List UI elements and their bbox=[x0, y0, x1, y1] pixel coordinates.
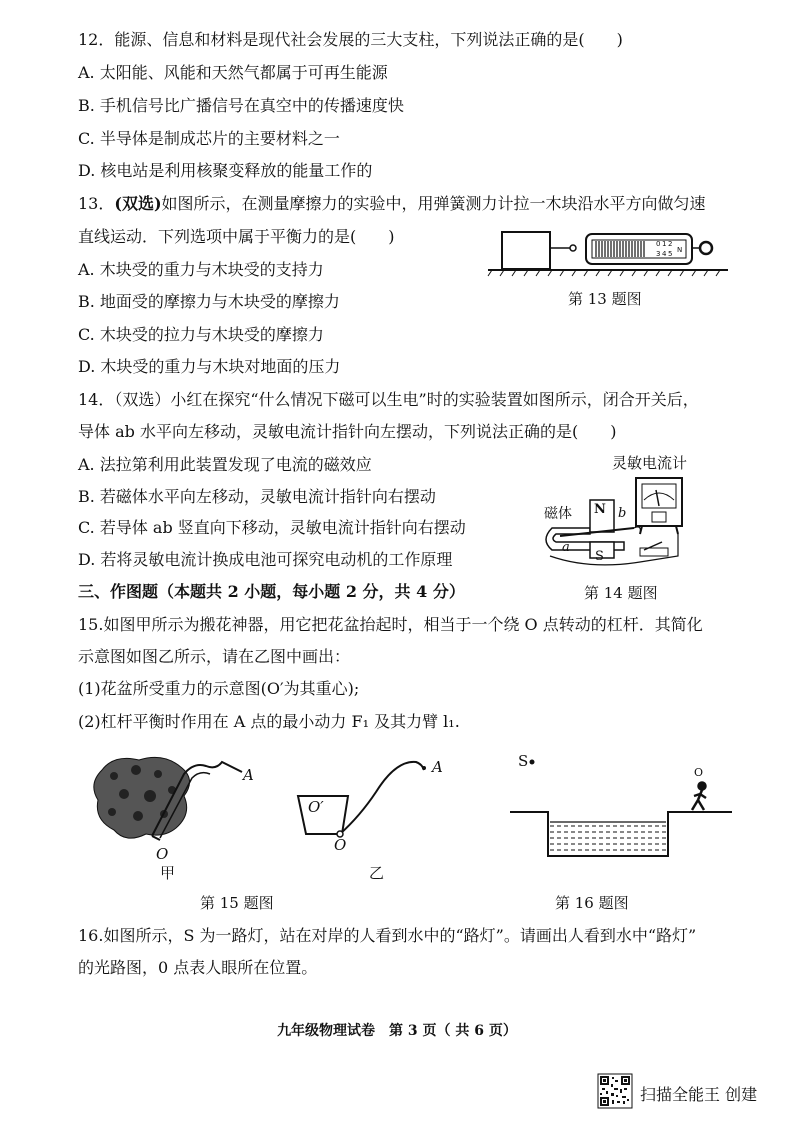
q14-option-a: A. 法拉第利用此装置发现了电流的磁效应 bbox=[78, 455, 372, 474]
q15-sub1: (1)花盆所受重力的示意图(O′为其重心); bbox=[78, 679, 360, 698]
q14-magnet-label: 磁体 bbox=[544, 506, 572, 522]
q14-option-b: B. 若磁体水平向左移动，灵敏电流计指针向右摆动 bbox=[78, 487, 436, 506]
q13-stem-line2: 直线运动．下列选项中属于平衡力的是( ) bbox=[78, 227, 395, 246]
q14-stem-line2: 导体 ab 水平向左移动，灵敏电流计指针向左摆动，下列说法正确的是( ) bbox=[78, 422, 617, 441]
river-bank bbox=[510, 812, 732, 856]
q14-pole-n: N bbox=[594, 502, 606, 517]
wood-block bbox=[502, 232, 550, 269]
q16-stem: 16.如图所示，S 为一路灯，站在对岸的人看到水中的“路灯”。请画出人看到水中“路灯” bbox=[78, 926, 697, 945]
q16-figure bbox=[506, 758, 746, 868]
pull-ring bbox=[700, 242, 712, 254]
q13-option-d: D. 木块受的重力与木块对地面的压力 bbox=[78, 357, 341, 376]
q13-figure bbox=[488, 222, 728, 282]
q14-stem: 14．（双选）小红在探究“什么情况下磁可以生电”时的实验装置如图所示，闭合开关后， bbox=[78, 390, 699, 409]
page-footer: 九年级物理试卷 第 3 页（ 共 6 页） bbox=[277, 1023, 517, 1039]
meter-label-2: 2 bbox=[668, 240, 673, 248]
q15-sub2: (2)杠杆平衡时作用在 A 点的最小动力 F₁ 及其力臂 l₁. bbox=[78, 712, 460, 731]
q15-caption: 第 15 题图 bbox=[200, 894, 274, 912]
qr-code-icon bbox=[598, 1074, 632, 1108]
q14-pole-s: S bbox=[595, 549, 604, 564]
scanner-watermark: 扫描全能王 创建 bbox=[640, 1085, 758, 1104]
meter-label-1: 1 bbox=[662, 240, 667, 248]
q13-stem-text: 如图所示，在测量摩擦力的实验中，用弹簧测力计拉一木块沿水平方向做匀速 bbox=[161, 194, 706, 213]
person-icon bbox=[692, 783, 706, 811]
meter-label-0: 0 bbox=[656, 240, 661, 248]
lever-curve bbox=[340, 762, 424, 834]
meter-label-3: 3 bbox=[656, 250, 661, 258]
q13-caption: 第 13 题图 bbox=[568, 290, 642, 308]
q13-number: 13． bbox=[78, 194, 115, 213]
meter-label-4: 4 bbox=[662, 250, 667, 258]
q14-point-a: a bbox=[562, 540, 570, 555]
q15-yi-point-oprime: O′ bbox=[308, 798, 324, 816]
q16-lamp-label: S bbox=[518, 752, 529, 770]
q13-option-a: A. 木块受的重力与木块受的支持力 bbox=[78, 260, 324, 279]
q12-stem: 12．能源、信息和材料是现代社会发展的三大支柱，下列说法正确的是( ) bbox=[78, 30, 623, 49]
section-3-heading: 三、作图题（本题共 2 小题，每小题 2 分，共 4 分） bbox=[78, 582, 465, 601]
q14-caption: 第 14 题图 bbox=[584, 584, 658, 602]
meter-label-n: N bbox=[677, 246, 683, 254]
q15-jia-point-a: A bbox=[243, 766, 254, 784]
q13-stem bbox=[78, 194, 706, 214]
meter-label-5: 5 bbox=[668, 250, 673, 258]
q16-point-o: O bbox=[694, 766, 704, 779]
q15-jia-point-o: O bbox=[156, 845, 169, 863]
q14-option-c: C. 若导体 ab 竖直向下移动，灵敏电流计指针向右摆动 bbox=[78, 518, 466, 537]
q15-yi-point-a: A bbox=[432, 758, 443, 776]
q12-option-a: A. 太阳能、风能和天然气都属于可再生能源 bbox=[78, 63, 388, 82]
q15-stem-line2: 示意图如图乙所示，请在乙图中画出： bbox=[78, 647, 351, 666]
q14-point-b: b bbox=[618, 506, 627, 521]
flower-bush bbox=[94, 757, 190, 838]
q12-option-c: C. 半导体是制成芯片的主要材料之一 bbox=[78, 129, 340, 148]
q15-stem: 15.如图甲所示为搬花神器，用它把花盆抬起时，相当于一个绕 O 点转动的杠杆．其简化 bbox=[78, 615, 703, 634]
q12-option-d: D. 核电站是利用核聚变释放的能量工作的 bbox=[78, 161, 373, 180]
q13-option-b: B. 地面受的摩擦力与木块受的摩擦力 bbox=[78, 292, 340, 311]
q13-tag: (双选) bbox=[114, 194, 162, 213]
q15-yi-label: 乙 bbox=[369, 864, 385, 882]
q14-option-d: D. 若将灵敏电流计换成电池可探究电动机的工作原理 bbox=[78, 550, 453, 569]
q16-caption: 第 16 题图 bbox=[555, 894, 629, 912]
q14-figure bbox=[530, 470, 720, 580]
q12-option-b: B. 手机信号比广播信号在真空中的传播速度快 bbox=[78, 96, 404, 115]
lamp-dot bbox=[530, 760, 535, 765]
q15-yi-point-o: O bbox=[334, 836, 347, 854]
q15-figure-jia bbox=[84, 750, 264, 860]
q15-jia-label: 甲 bbox=[160, 864, 176, 882]
q14-meter-label: 灵敏电流计 bbox=[612, 454, 688, 472]
q13-option-c: C. 木块受的拉力与木块受的摩擦力 bbox=[78, 325, 324, 344]
q16-stem-line2: 的光路图，0 点表人眼所在位置。 bbox=[78, 958, 318, 977]
